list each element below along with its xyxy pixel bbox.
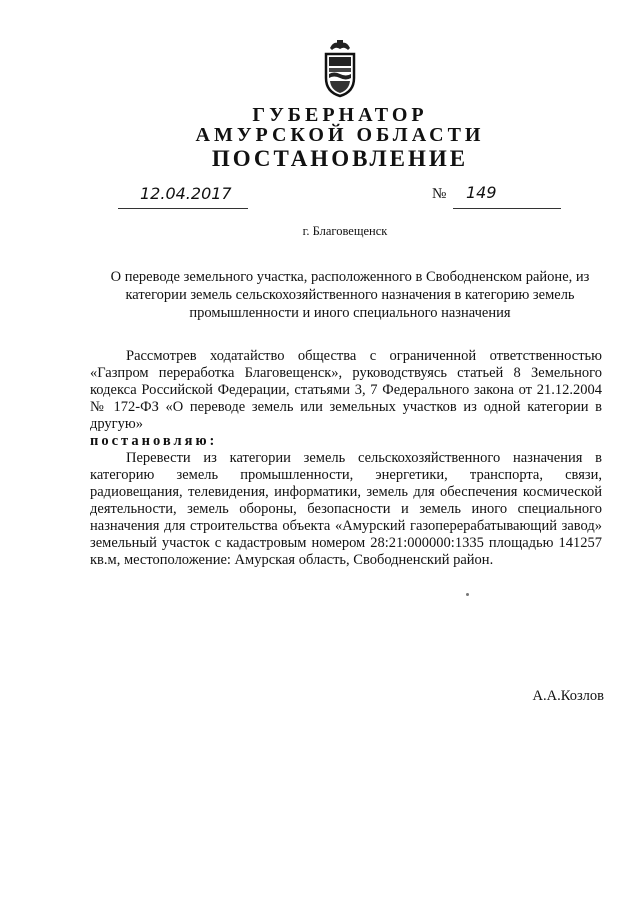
number-label: № <box>432 186 447 202</box>
city: г. Благовещенск <box>302 224 388 238</box>
preamble-paragraph: Рассмотрев ходатайство общества с ограниченной ответственностью «Газпром переработка Благовещенск», руководствуясь статьей 8 Земельного кодекса Российской Федерации, статьями 3, 7 Федерального закона от 21.12.2004 № 172-ФЗ «О переводе земель или земельных участков из одной категории в другую» <box>90 348 602 432</box>
header-title-region: АМУРСКОЙ ОБЛАСТИ <box>195 124 485 146</box>
signature-name: А.А.Козлов <box>532 688 604 704</box>
document-body <box>90 348 602 569</box>
document-type: ПОСТАНОВЛЕНИЕ <box>211 146 469 171</box>
scan-speck <box>466 593 469 596</box>
header-title-governor: ГУБЕРНАТОР <box>252 104 428 126</box>
document-date: 12.04.2017 <box>140 184 232 203</box>
coat-of-arms-icon <box>318 38 362 98</box>
decision-paragraph: Перевести из категории земель сельскохозяйственного назначения в категорию земель промышленности, энергетики, транспорта, связи, радиовещания, телевидения, информатики, земель для обеспечения космической деятельности, земель обороны, безопасности и земель иного специального назначения для строительства объекта «Амурский газоперерабатывающий завод» земельный участок с кадастровым номером 28:21:000000:1335 площадью 141257 кв.м, местоположение: Амурская область, Свободненский район. <box>90 450 602 568</box>
document-number: 149 <box>466 183 497 202</box>
resolve-heading: постановляю: <box>90 433 218 449</box>
document-subject: О переводе земельного участка, расположенного в Свободненском районе, из категории земель сельскохозяйственного назначения в категорию земель промышленности и иного специального назначения <box>110 269 590 321</box>
